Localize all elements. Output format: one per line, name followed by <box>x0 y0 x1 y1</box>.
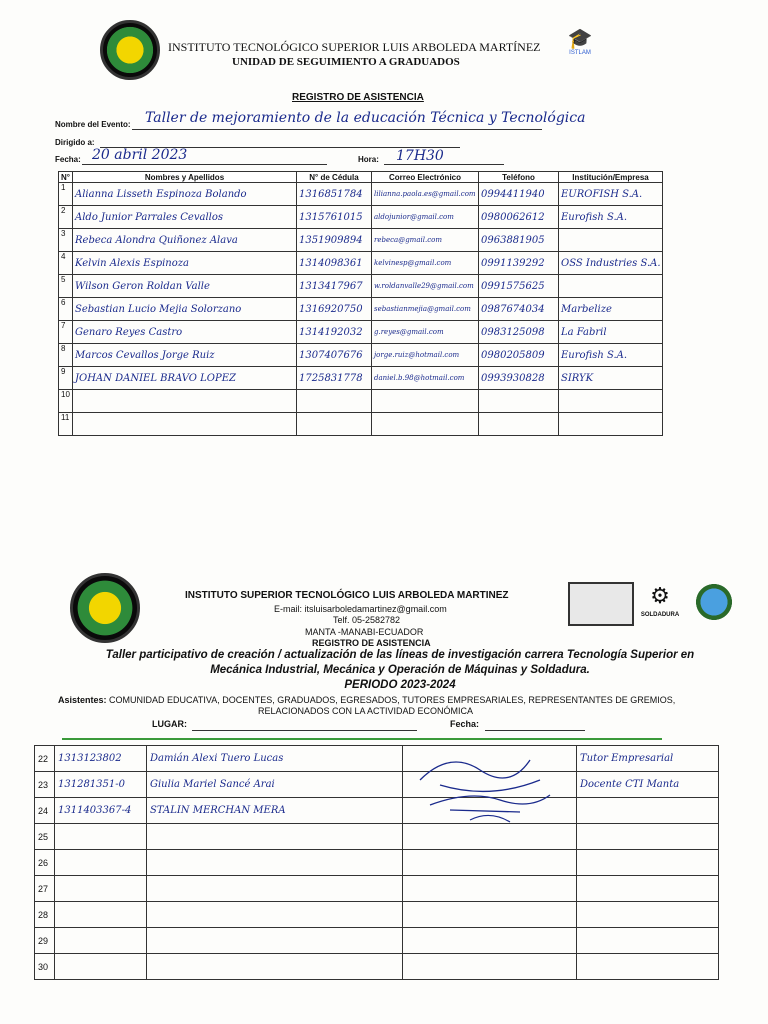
row-number: 4 <box>59 252 73 275</box>
form-title: REGISTRO DE ASISTENCIA <box>292 92 424 103</box>
attendee-id: 1351909894 <box>297 229 372 252</box>
attendee-id: 1725831778 <box>297 367 372 390</box>
attendee-org <box>577 798 719 824</box>
row-number: 26 <box>35 850 55 876</box>
signature-1 <box>420 760 540 791</box>
row-number: 11 <box>59 413 73 436</box>
attendee-org: OSS Industries S.A. <box>559 252 663 275</box>
attendee-id: 1316851784 <box>297 183 372 206</box>
attendee-org: Marbelize <box>559 298 663 321</box>
date-label: Fecha: <box>55 155 81 164</box>
attendee-name <box>147 876 403 902</box>
contact-phone: Telf. 05-2582782 <box>333 615 401 625</box>
row-number: 23 <box>35 772 55 798</box>
attendee-phone: 0994411940 <box>479 183 559 206</box>
istlam-caption: ISTLAM <box>569 50 591 56</box>
attendee-id: 131281351-0 <box>55 772 147 798</box>
row-number: 1 <box>59 183 73 206</box>
attendee-email: w.roldanvalle29@gmail.com <box>372 275 479 298</box>
attendee-id <box>55 876 147 902</box>
event-value: Taller de mejoramiento de la educación Técnica y Tecnológica <box>145 110 586 126</box>
institute-name: INSTITUTO TECNOLÓGICO SUPERIOR LUIS ARBOLEDA MARTÍNEZ <box>168 40 541 54</box>
attendee-phone: 0980205809 <box>479 344 559 367</box>
table-row <box>59 298 663 321</box>
table-row <box>35 928 719 954</box>
table-row <box>59 367 663 390</box>
globe-logo <box>692 582 736 622</box>
event-label: Nombre del Evento: <box>55 120 131 129</box>
row-number: 5 <box>59 275 73 298</box>
institute-name-2: INSTITUTO SUPERIOR TECNOLÓGICO LUIS ARBOLEDA MARTINEZ <box>185 590 509 601</box>
attendee-name: Rebeca Alondra Quiñonez Alava <box>73 229 297 252</box>
attendee-name <box>147 954 403 980</box>
row-number: 10 <box>59 390 73 413</box>
attendee-id: 1313417967 <box>297 275 372 298</box>
attendee-phone: 0980062612 <box>479 206 559 229</box>
col-phone: Teléfono <box>479 172 559 183</box>
attendee-name <box>147 902 403 928</box>
date-underline-2 <box>485 730 585 731</box>
attendee-org: Tutor Empresarial <box>577 746 719 772</box>
attendee-id: 1314098361 <box>297 252 372 275</box>
table-row <box>35 746 719 772</box>
table-row <box>59 206 663 229</box>
attendee-id: 1315761015 <box>297 206 372 229</box>
attendee-name <box>73 413 297 436</box>
attendee-name <box>147 850 403 876</box>
table-row <box>35 902 719 928</box>
table-row <box>59 229 663 252</box>
institute-logo-2 <box>70 573 140 643</box>
hour-value: 17H30 <box>396 148 444 164</box>
table-row <box>59 275 663 298</box>
row-number: 29 <box>35 928 55 954</box>
row-number: 3 <box>59 229 73 252</box>
attendee-org <box>559 229 663 252</box>
attendee-email: daniel.b.98@hotmail.com <box>372 367 479 390</box>
attendance-table-2 <box>34 745 719 980</box>
institute-logo <box>100 20 160 80</box>
attendee-org <box>559 275 663 298</box>
attendee-name <box>147 824 403 850</box>
attendee-org <box>577 954 719 980</box>
table-row <box>35 850 719 876</box>
attendee-phone: 0963881905 <box>479 229 559 252</box>
row-number: 9 <box>59 367 73 390</box>
attendee-id: 1314192032 <box>297 321 372 344</box>
table-row <box>59 321 663 344</box>
attendee-org: EUROFISH S.A. <box>559 183 663 206</box>
signature-2 <box>430 795 550 812</box>
row-number: 27 <box>35 876 55 902</box>
attendee-signature <box>403 876 577 902</box>
attendee-phone: 0983125098 <box>479 321 559 344</box>
attendee-org: SIRYK <box>559 367 663 390</box>
istlam-logo <box>555 28 605 76</box>
table-row <box>35 824 719 850</box>
attendee-name: Wilson Geron Roldan Valle <box>73 275 297 298</box>
attendee-id <box>297 413 372 436</box>
attendee-org: La Fabril <box>559 321 663 344</box>
event-description <box>55 648 745 693</box>
table-row <box>59 413 663 436</box>
attendee-phone: 0993930828 <box>479 367 559 390</box>
soldadura-logo <box>636 580 684 628</box>
attendee-name: Genaro Reyes Castro <box>73 321 297 344</box>
event-line-2: Mecánica Industrial, Mecánica y Operación de Máquinas y Soldadura. <box>210 664 590 676</box>
table-row <box>59 390 663 413</box>
contact-city: MANTA -MANABI-ECUADOR <box>305 627 424 637</box>
attendee-name <box>73 390 297 413</box>
attendee-org <box>559 390 663 413</box>
col-id: N° de Cédula <box>297 172 372 183</box>
hour-underline <box>384 164 504 165</box>
attendee-email: kelvinesp@gmail.com <box>372 252 479 275</box>
table-row <box>59 183 663 206</box>
attendee-id: 1316920750 <box>297 298 372 321</box>
date-value: 20 abril 2023 <box>92 147 188 163</box>
attendee-signature <box>403 850 577 876</box>
table-row <box>59 252 663 275</box>
table-header-row <box>59 172 663 183</box>
date-label-2: Fecha: <box>450 719 480 729</box>
event-underline <box>132 129 542 130</box>
attendee-phone: 0991139292 <box>479 252 559 275</box>
attendee-phone <box>479 390 559 413</box>
attendee-name: Marcos Cevallos Jorge Ruiz <box>73 344 297 367</box>
machinery-logo <box>568 582 634 626</box>
attendee-org <box>577 928 719 954</box>
form-title-2: REGISTRO DE ASISTENCIA <box>312 638 431 648</box>
green-divider <box>62 738 662 740</box>
attendee-email: g.reyes@gmail.com <box>372 321 479 344</box>
attendee-id <box>297 390 372 413</box>
attendee-id: 1307407676 <box>297 344 372 367</box>
attendee-name: Kelvin Alexis Espinoza <box>73 252 297 275</box>
attendee-name: JOHAN DANIEL BRAVO LOPEZ <box>73 367 297 390</box>
attendee-signature <box>403 902 577 928</box>
soldadura-caption: SOLDADURA <box>640 612 680 618</box>
row-number: 30 <box>35 954 55 980</box>
attendee-org <box>577 850 719 876</box>
signature-3 <box>470 815 510 822</box>
row-number: 8 <box>59 344 73 367</box>
attendee-id <box>55 824 147 850</box>
table-row <box>35 954 719 980</box>
gear-icon: ⚙ <box>650 583 670 608</box>
hour-label: Hora: <box>358 155 379 164</box>
attendee-name: Aldo Junior Parrales Cevallos <box>73 206 297 229</box>
attendee-signature <box>403 928 577 954</box>
attendee-email: lilianna.paola.es@gmail.com <box>372 183 479 206</box>
row-number: 2 <box>59 206 73 229</box>
attendee-email <box>372 413 479 436</box>
attendee-org <box>577 876 719 902</box>
attendee-name: Sebastian Lucio Mejia Solorzano <box>73 298 297 321</box>
attendee-id <box>55 954 147 980</box>
attendee-org: Docente CTI Manta <box>577 772 719 798</box>
row-number: 25 <box>35 824 55 850</box>
graduation-cap-icon: 🎓 <box>567 28 593 50</box>
attendee-id <box>55 850 147 876</box>
attendee-org: Eurofish S.A. <box>559 206 663 229</box>
table-row <box>35 772 719 798</box>
attendee-name: Alianna Lisseth Espinoza Bolando <box>73 183 297 206</box>
attendee-phone: 0987674034 <box>479 298 559 321</box>
attendee-name: STALIN MERCHAN MERA <box>147 798 403 824</box>
attendee-org: Eurofish S.A. <box>559 344 663 367</box>
attendee-name: Giulia Mariel Sancé Arai <box>147 772 403 798</box>
col-name: Nombres y Apellidos <box>73 172 297 183</box>
row-number: 6 <box>59 298 73 321</box>
table-row <box>35 798 719 824</box>
event-line-1: Taller participativo de creación / actualización de las líneas de investigación carrera Tecnología Superior en <box>105 649 695 661</box>
attendees-label: Asistentes: <box>58 695 107 705</box>
period: PERIODO 2023-2024 <box>344 679 456 691</box>
date-underline <box>82 164 327 165</box>
attendee-email: rebeca@gmail.com <box>372 229 479 252</box>
attendee-email: jorge.ruiz@hotmail.com <box>372 344 479 367</box>
attendee-name <box>147 928 403 954</box>
attendee-org <box>559 413 663 436</box>
directed-label: Dirigido a: <box>55 138 95 147</box>
attendee-id <box>55 928 147 954</box>
contact-email: E-mail: itsluisarboledamartinez@gmail.com <box>274 604 447 614</box>
attendees <box>58 695 738 717</box>
row-number: 24 <box>35 798 55 824</box>
attendance-table-1 <box>58 171 663 436</box>
attendee-email <box>372 390 479 413</box>
attendee-phone: 0991575625 <box>479 275 559 298</box>
col-number: N° <box>59 172 73 183</box>
signature-marks <box>410 740 560 830</box>
attendee-email: aldojunior@gmail.com <box>372 206 479 229</box>
attendees-line-1: COMUNIDAD EDUCATIVA, DOCENTES, GRADUADOS, EGRESADOS, TUTORES EMPRESARIALES, REPRESENTANTES DE GREMIOS, <box>109 695 676 705</box>
attendee-org <box>577 824 719 850</box>
row-number: 22 <box>35 746 55 772</box>
row-number: 7 <box>59 321 73 344</box>
attendee-email: sebastianmejia@gmail.com <box>372 298 479 321</box>
attendee-id: 1311403367-4 <box>55 798 147 824</box>
col-org: Institución/Empresa <box>559 172 663 183</box>
attendee-id: 1313123802 <box>55 746 147 772</box>
attendee-phone <box>479 413 559 436</box>
attendee-id <box>55 902 147 928</box>
table-row <box>35 876 719 902</box>
attendee-name: Damián Alexi Tuero Lucas <box>147 746 403 772</box>
row-number: 28 <box>35 902 55 928</box>
place-underline <box>192 730 417 731</box>
place-label: LUGAR: <box>152 719 187 729</box>
attendee-signature <box>403 954 577 980</box>
attendee-org <box>577 902 719 928</box>
unit-name: UNIDAD DE SEGUIMIENTO A GRADUADOS <box>232 56 460 68</box>
attendees-line-2: RELACIONADOS CON LA ACTIVIDAD ECONÓMICA <box>258 706 474 716</box>
col-email: Correo Electrónico <box>372 172 479 183</box>
table-row <box>59 344 663 367</box>
